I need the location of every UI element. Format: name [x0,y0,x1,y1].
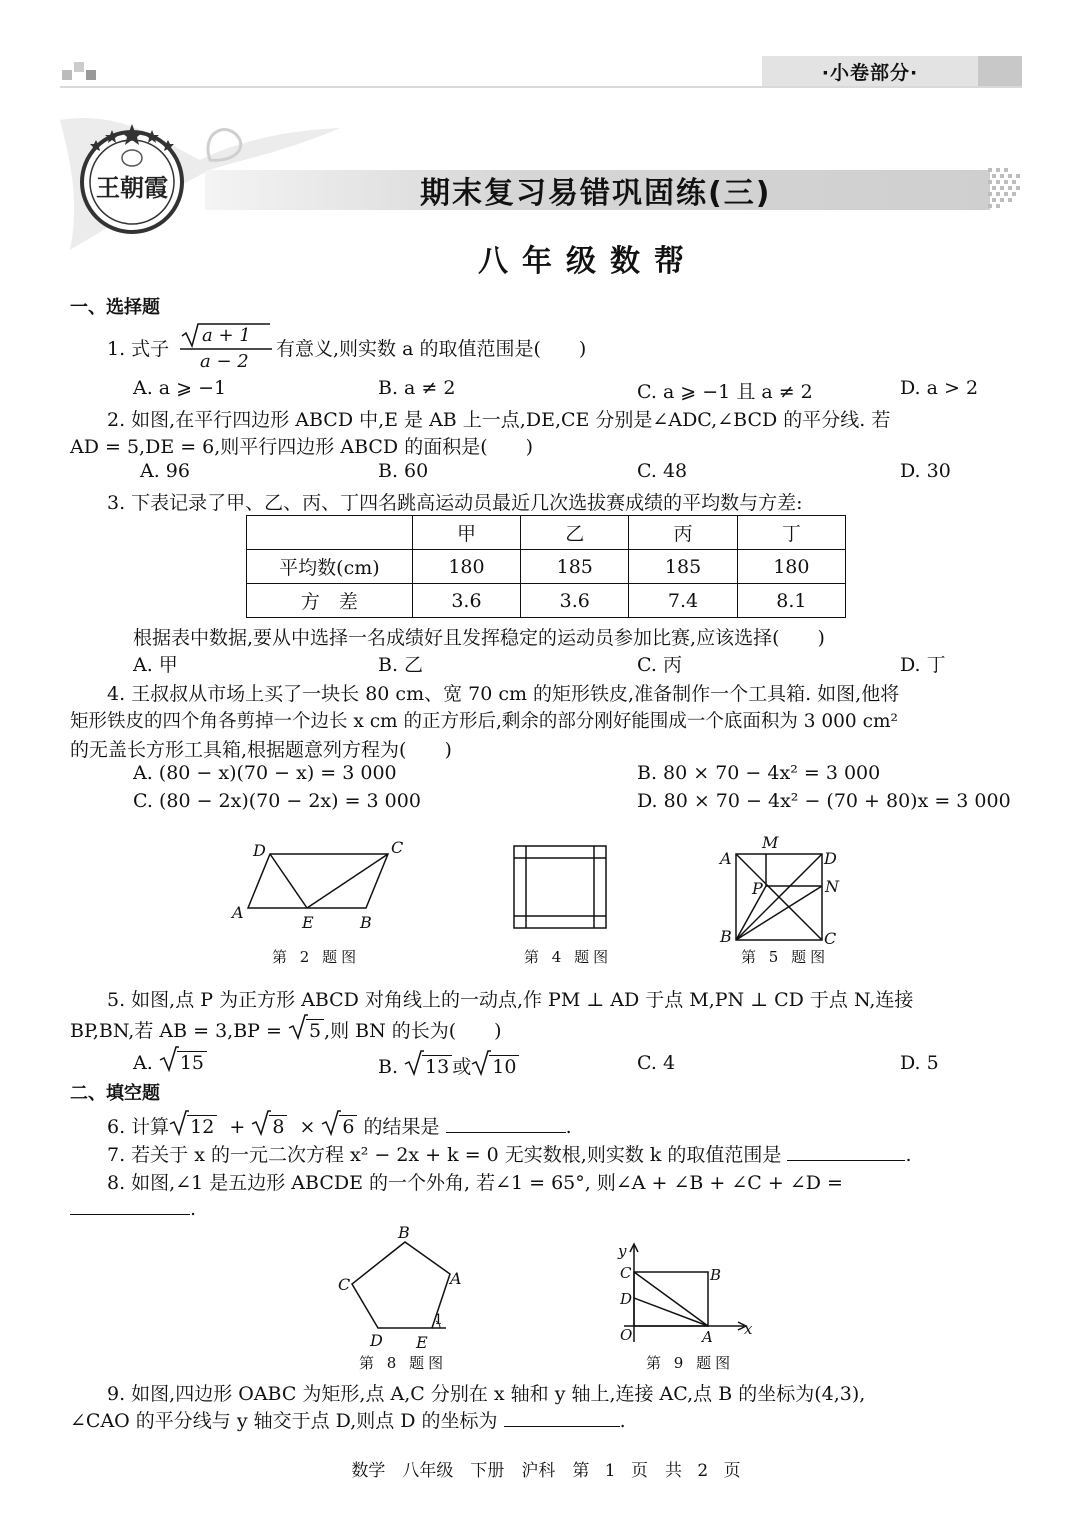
q4-line3: 的无盖长方形工具箱,根据题意列方程为( ) [70,739,452,761]
table-row [247,584,846,618]
q4-option-c: C. (80 − 2x)(70 − 2x) = 3 000 [133,790,421,812]
fig8-label: C [338,1275,351,1294]
q1-post: 有意义,则实数 a 的取值范围是( ) [276,338,587,360]
fig9-label: O [620,1326,633,1344]
option-label: B. [378,1056,405,1078]
sqrt-sign-icon [169,1110,189,1140]
fig2-label: D [253,841,266,860]
q1-pre: 1. 式子 [107,338,170,360]
q1-denominator: a − 2 [200,351,249,372]
fig5-label: P [752,879,763,898]
fig9-caption: 第 9 题图 [646,1354,735,1372]
fig2-caption: 第 2 题图 [272,948,361,966]
q3-line2: 根据表中数据,要从中选择一名成绩好且发挥稳定的运动员参加比赛,应该选择( ) [133,627,825,649]
fig5-label: B [720,927,732,946]
fig5-label: C [824,929,837,947]
figure-8-pentagon [330,1222,470,1352]
q6-answer-blank[interactable] [446,1114,566,1133]
fig2-label: A [232,903,244,922]
sqrt-sign-icon [471,1050,491,1080]
q2-option-b: B. 60 [378,460,429,482]
q8-end: . [190,1198,197,1220]
option-or: 或 [452,1056,472,1078]
fig5-label: N [825,877,839,896]
table-header-cell: 甲 [412,516,520,550]
q8-line2 [70,1196,196,1220]
fig9-label: D [620,1290,633,1308]
sqrt-sign-icon [251,1110,271,1140]
q2-option-d: D. 30 [900,460,951,482]
table-cell: 方 差 [247,584,413,618]
table-cell: 180 [737,550,845,584]
table-cell: 3.6 [412,584,520,618]
q1-fraction [180,322,272,372]
radicand: 12 [187,1115,217,1138]
fig8-label: A [450,1269,462,1288]
figure-2-parallelogram [228,836,418,936]
figure-5-square [718,832,848,947]
q7-text: 7. 若关于 x 的一元二次方程 x² − 2x + k = 0 无实数根,则实数 k 的取值范围是 [107,1144,782,1166]
q5-option-a [133,1052,207,1074]
sqrt-sign-icon [288,1014,308,1044]
header-rule [60,86,1022,88]
sqrt-group [159,1052,207,1074]
header-tag: ·小卷部分· [821,62,919,84]
q5-line2-post: ,则 BN 的长为( ) [324,1020,502,1042]
sqrt-sign-icon [159,1046,179,1076]
q6-times: × [299,1116,316,1138]
section-choice-heading: 一、选择题 [70,297,160,318]
header-tag-block [978,56,1022,86]
q7-answer-blank[interactable] [787,1142,905,1161]
table-header-cell: 丙 [629,516,737,550]
q2-line1: 2. 如图,在平行四边形 ABCD 中,E 是 AB 上一点,DE,CE 分别是∠ADC,∠BCD 的平分线. 若 [107,409,891,431]
radicand: 8 [269,1115,287,1138]
q9-line2 [70,1406,626,1433]
sqrt-group [251,1116,287,1138]
sqrt-group [471,1056,519,1078]
sqrt-group [404,1056,452,1078]
radicand: 13 [422,1055,452,1078]
q5-option-b [378,1052,519,1079]
brand-logo [76,120,188,238]
fig2-label: E [302,913,314,932]
q2-option-c: C. 48 [637,460,688,482]
fig9-label: C [620,1264,632,1282]
fig8-label: B [398,1223,410,1242]
logo-text: 王朝霞 [96,173,168,202]
table-cell: 平均数(cm) [247,550,413,584]
table-header-cell: 乙 [521,516,629,550]
q5-line1: 5. 如图,点 P 为正方形 ABCD 对角线上的一动点,作 PM ⊥ AD 于点 M,PN ⊥ CD 于点 N,连接 [107,989,914,1011]
fig2-label: B [360,913,372,932]
radicand: 6 [339,1115,357,1138]
fig2-label: C [391,838,404,857]
q1-option-b: B. a ≠ 2 [378,377,456,399]
fig5-caption: 第 5 题图 [741,948,830,966]
fig4-caption: 第 4 题图 [524,948,613,966]
q4-line2: 矩形铁皮的四个角各剪掉一个边长 x cm 的正方形后,剩余的部分刚好能围成一个底面积为 3 000 cm² [70,711,898,732]
figure-9-coordinate [612,1240,760,1350]
table-header-row [247,516,846,550]
q5-rad: 5 [306,1019,324,1042]
seal-icon [76,120,188,238]
q1-option-a: A. a ⩾ −1 [133,377,227,399]
q5-option-c: C. 4 [637,1052,676,1074]
fig8-label: E [416,1333,428,1352]
table-cell: 8.1 [737,584,845,618]
q9-answer-blank[interactable] [504,1408,620,1427]
q6-line [107,1112,572,1139]
fig8-label: 1 [434,1312,443,1328]
q9-line1: 9. 如图,四边形 OABC 为矩形,点 A,C 分别在 x 轴和 y 轴上,连接 AC,点 B 的坐标为(4,3), [107,1383,866,1405]
fig8-label: D [370,1331,383,1350]
q3-option-a: A. 甲 [133,654,178,676]
fig5-label: A [720,849,732,868]
q3-line1: 3. 下表记录了甲、乙、丙、丁四名跳高运动员最近几次选拔赛成绩的平均数与方差: [107,492,803,514]
q3-option-d: D. 丁 [900,654,946,676]
table-cell: 185 [629,550,737,584]
q1-option-c: C. a ⩾ −1 且 a ≠ 2 [637,381,813,403]
page-subtitle: 八年级数帮 [478,244,698,279]
q2-line2: AD = 5,DE = 6,则平行四边形 ABCD 的面积是( ) [70,436,534,458]
q9-line2-text: ∠CAO 的平分线与 y 轴交于点 D,则点 D 的坐标为 [70,1410,498,1432]
q8-answer-blank[interactable] [70,1196,190,1215]
q9-end: . [619,1410,626,1432]
q3-option-b: B. 乙 [378,654,424,676]
q6-post: 的结果是 [363,1116,440,1138]
table-cell: 185 [521,550,629,584]
fig9-label: A [702,1328,713,1346]
fig9-label: x [744,1320,753,1338]
section-fill-heading: 二、填空题 [70,1083,160,1104]
table-header-cell: 丁 [737,516,845,550]
q5-line2-pre: BP,BN,若 AB = 3,BP = [70,1020,288,1042]
fig5-label: M [762,833,779,852]
fig5-label: D [824,849,837,868]
figure-4-box [510,842,610,932]
sqrt-group [288,1020,324,1042]
fig9-label: y [618,1242,627,1260]
q6-pre: 6. 计算 [107,1116,170,1138]
table-header-cell [247,516,413,550]
q7-end: . [905,1144,912,1166]
radicand: 10 [489,1055,519,1078]
page-title: 期末复习易错巩固练(三) [420,176,772,211]
q6-end: . [565,1116,572,1138]
sqrt-group [321,1116,357,1138]
q1-option-d: D. a > 2 [900,377,979,399]
q4-option-a: A. (80 − x)(70 − x) = 3 000 [133,762,397,784]
option-label: A. [133,1052,159,1074]
table-cell: 180 [412,550,520,584]
table-row [247,550,846,584]
q4-option-b: B. 80 × 70 − 4x² = 3 000 [637,762,881,784]
radicand: 15 [177,1051,207,1074]
sqrt-sign-icon [321,1110,341,1140]
q5-option-d: D. 5 [900,1052,939,1074]
score-table [246,515,846,618]
q6-plus: + [229,1116,246,1138]
q5-line2 [70,1016,502,1043]
page-footer: 数学 八年级 下册 沪科 第 1 页 共 2 页 [351,1461,741,1481]
q3-option-c: C. 丙 [637,654,682,676]
fig8-caption: 第 8 题图 [359,1354,448,1372]
table-cell: 3.6 [521,584,629,618]
table-cell: 7.4 [629,584,737,618]
q1-numerator: a + 1 [202,325,251,346]
q4-line1: 4. 王叔叔从市场上买了一块长 80 cm、宽 70 cm 的矩形铁皮,准备制作一个工具箱. 如图,他将 [107,683,900,705]
sqrt-group [169,1116,217,1138]
fig9-label: B [710,1266,722,1284]
dot-pattern-icon [988,168,1028,212]
q8-line1: 8. 如图,∠1 是五边形 ABCDE 的一个外角, 若∠1 = 65°, 则∠A + ∠B + ∠C + ∠D = [107,1172,843,1194]
sqrt-sign-icon [404,1050,424,1080]
q7-line [107,1140,912,1167]
q4-option-d: D. 80 × 70 − 4x² − (70 + 80)x = 3 000 [637,790,1011,812]
q2-option-a: A. 96 [140,460,190,482]
